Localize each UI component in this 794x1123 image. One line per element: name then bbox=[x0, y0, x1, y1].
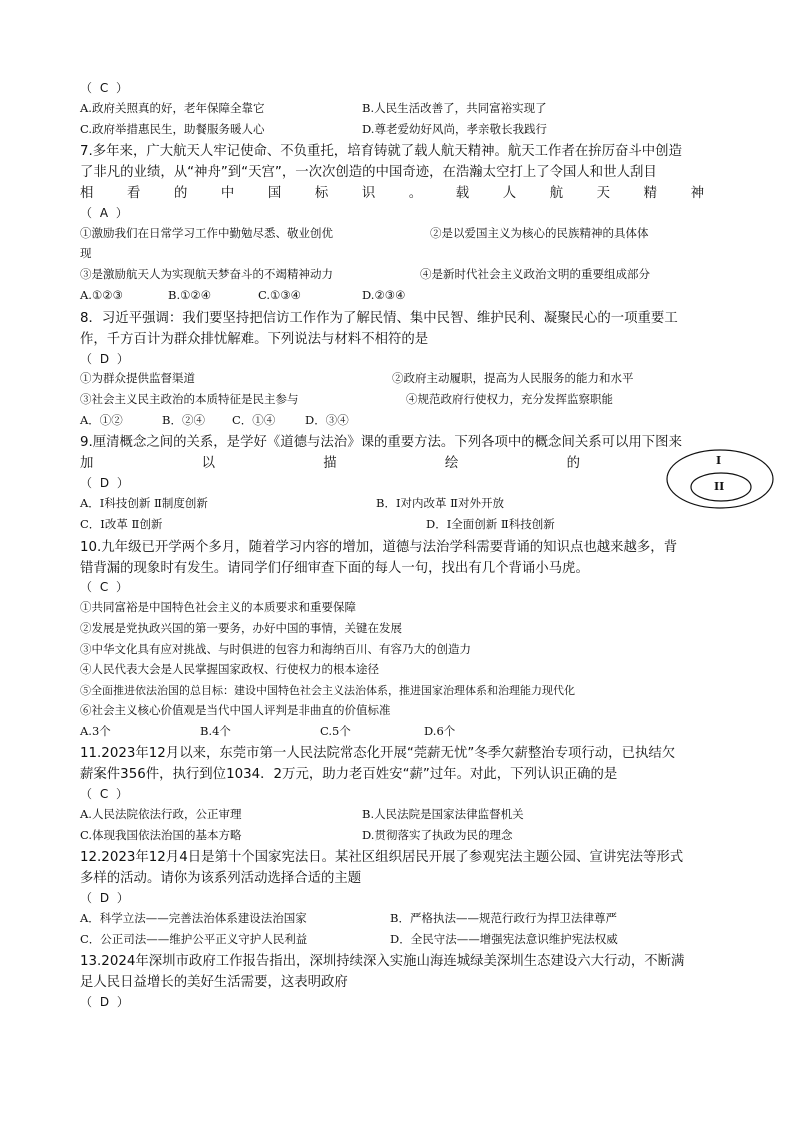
question-9-line-1: 9.厘清概念之间的关系，是学好《道德与法治》课的重要方法。下列各项中的概念间关系可以用下图来 bbox=[80, 435, 682, 450]
answer-q13: （ D ） bbox=[80, 995, 131, 1009]
option-b-q12: B．严格执法——规范行政行为捍卫法律尊严 bbox=[390, 911, 617, 925]
option-c-q7: C.①③④ bbox=[258, 288, 301, 302]
answer-q12: （ D ） bbox=[80, 891, 131, 905]
statement-2-q7: ②是以爱国主义为核心的民族精神的具体体 bbox=[430, 226, 649, 240]
word: 中 bbox=[220, 186, 235, 201]
word: 标 bbox=[314, 186, 329, 201]
word: 载 bbox=[455, 186, 470, 201]
statement-1-q7: ①激励我们在日常学习工作中勤勉尽悉、敬业创优 bbox=[80, 226, 333, 240]
inner-label: II bbox=[714, 480, 725, 493]
question-7-line-3 bbox=[80, 182, 704, 201]
option-c-q10: C.5个 bbox=[320, 724, 351, 738]
word: 天 bbox=[596, 186, 611, 201]
concept-diagram bbox=[665, 448, 775, 510]
statement-4-q8: ④规范政府行使权力，充分发挥监察职能 bbox=[406, 392, 613, 406]
option-d-q7: D.②③④ bbox=[362, 288, 406, 302]
question-9-line-2 bbox=[80, 452, 580, 471]
word: 以 bbox=[201, 456, 216, 471]
option-c-q11: C.体现我国依法治国的基本方略 bbox=[80, 828, 242, 842]
option-c-q12: C．公正司法——维护公平正义守护人民利益 bbox=[80, 932, 308, 946]
option-c-q9: C．Ⅰ改革 Ⅱ创新 bbox=[80, 517, 163, 531]
word: 的 bbox=[173, 186, 188, 201]
statement-4-q10: ④人民代表大会是人民掌握国家政权、行使权力的根本途径 bbox=[80, 662, 379, 676]
option-c-q6: C.政府举措惠民生，助餐服务暖人心 bbox=[80, 122, 265, 136]
question-8-line-2: 作，千方百计为群众排忧解难。下列说法与材料不相符的是 bbox=[80, 332, 429, 347]
option-d-q12: D．全民守法——增强宪法意识维护宪法权威 bbox=[390, 932, 618, 946]
option-d-q8: D．③④ bbox=[305, 413, 349, 427]
question-13-line-1: 13.2024年深圳市政府工作报告指出，深圳持续深入实施山海连城绿美深圳生态建设六大行动，不断满 bbox=[80, 954, 685, 969]
question-7-line-1: 7.多年来，广大航天人牢记使命、不负重托，培育铸就了载人航天精神。航天工作者在拚厉奋斗中创造 bbox=[80, 144, 682, 159]
option-d-q9: D．Ⅰ全面创新 Ⅱ科技创新 bbox=[426, 517, 555, 531]
answer-q8: （ D ） bbox=[80, 352, 131, 366]
statement-4-q7: ④是新时代社会主义政治文明的重要组成部分 bbox=[420, 267, 650, 281]
statement-3-q7: ③是激励航天人为实现航天梦奋斗的不竭精神动力 bbox=[80, 267, 333, 281]
question-10-line-2: 错背漏的现象时有发生。请同学们仔细审查下面的每人一句，找出有几个背诵小马虎。 bbox=[80, 561, 589, 576]
word: 绘 bbox=[444, 456, 459, 471]
word: 相 bbox=[80, 186, 94, 201]
answer-q7: （ A ） bbox=[80, 206, 130, 220]
option-b-q11: B.人民法院是国家法律监督机关 bbox=[362, 807, 524, 821]
statement-1-q10: ①共同富裕是中国特色社会主义的本质要求和重要保障 bbox=[80, 600, 356, 614]
statement-6-q10: ⑥社会主义核心价值观是当代中国人评判是非曲直的价值标准 bbox=[80, 703, 391, 717]
question-8-line-1: 8．习近平强调：我们要坚持把信访工作作为了解民情、集中民智、维护民利、凝聚民心的一项重要工 bbox=[80, 311, 678, 326]
option-b-q8: B．②④ bbox=[162, 413, 205, 427]
word: 描 bbox=[323, 456, 337, 471]
option-d-q11: D.贯彻落实了执政为民的理念 bbox=[362, 828, 513, 842]
answer-q6: （ C ） bbox=[80, 81, 131, 95]
word: 加 bbox=[80, 456, 94, 471]
statement-2-q7-cont: 现 bbox=[80, 246, 92, 260]
word: 识 bbox=[361, 186, 376, 201]
option-d-q6: D.尊老爱幼好风尚，孝亲敬长我践行 bbox=[362, 122, 547, 136]
option-b-q10: B.4个 bbox=[200, 724, 231, 738]
option-a-q12: A．科学立法——完善法治体系建设法治国家 bbox=[80, 911, 307, 925]
option-a-q10: A.3个 bbox=[80, 724, 111, 738]
word: 航 bbox=[549, 186, 564, 201]
word: 。 bbox=[408, 186, 423, 201]
statement-2-q10: ②发展是党执政兴国的第一要务，办好中国的事情，关键在发展 bbox=[80, 621, 402, 635]
word: 的 bbox=[566, 456, 580, 471]
option-a-q9: A．Ⅰ科技创新 Ⅱ制度创新 bbox=[80, 496, 208, 510]
option-c-q8: C．①④ bbox=[232, 413, 276, 427]
option-a-q8: A．①② bbox=[80, 413, 123, 427]
question-12-line-2: 多样的活动。请你为该系列活动选择合适的主题 bbox=[80, 871, 362, 886]
answer-q11: （ C ） bbox=[80, 787, 131, 801]
word: 精 bbox=[643, 186, 658, 201]
option-b-q6: B.人民生活改善了，共同富裕实现了 bbox=[362, 101, 547, 115]
option-d-q10: D.6个 bbox=[424, 724, 456, 738]
question-12-line-1: 12.2023年12月4日是第十个国家宪法日。某社区组织居民开展了参观宪法主题公园、宣讲宪法等形式 bbox=[80, 850, 684, 865]
statement-5-q10: ⑤全面推进依法治国的总目标：建设中国特色社会主义法治体系，推进国家治理体系和治理能力现代化 bbox=[80, 684, 575, 697]
word: 国 bbox=[267, 186, 282, 201]
option-a-q7: A.①②③ bbox=[80, 288, 123, 302]
answer-q9: （ D ） bbox=[80, 476, 131, 490]
statement-3-q8: ③社会主义民主政治的本质特征是民主参与 bbox=[80, 392, 299, 406]
word: 看 bbox=[126, 186, 141, 201]
outer-label: I bbox=[716, 454, 722, 467]
option-b-q7: B.①②④ bbox=[168, 288, 212, 302]
statement-2-q8: ②政府主动履职，提高为人民服务的能力和水平 bbox=[392, 371, 634, 385]
answer-q10: （ C ） bbox=[80, 580, 131, 594]
word: 人 bbox=[502, 186, 517, 201]
question-7-line-2: 了非凡的业绩，从“神舟”到“天宫”，一次次创造的中国奇迹，在浩瀚太空打上了令国人和世人刮目 bbox=[80, 165, 657, 180]
question-11-line-2: 薪案件356件，执行到位1034．2万元，助力老百姓安“薪”过年。对此，下列认识正确的是 bbox=[80, 767, 618, 782]
option-a-q6: A.政府关照真的好，老年保障全靠它 bbox=[80, 101, 265, 115]
statement-3-q10: ③中华文化具有应对挑战、与时俱进的包容力和海纳百川、有容乃大的创造力 bbox=[80, 642, 471, 656]
question-10-line-1: 10.九年级已开学两个多月，随着学习内容的增加，道德与法治学科需要背诵的知识点也越来越多，背 bbox=[80, 540, 678, 555]
word: 神 bbox=[690, 186, 704, 201]
option-a-q11: A.人民法院依法行政，公正审理 bbox=[80, 807, 242, 821]
question-13-line-2: 足人民日益增长的美好生活需要，这表明政府 bbox=[80, 975, 348, 990]
statement-1-q8: ①为群众提供监督渠道 bbox=[80, 371, 195, 385]
question-11-line-1: 11.2023年12月以来，东莞市第一人民法院常态化开展“莞薪无忧”冬季欠薪整治专项行动，已执结欠 bbox=[80, 746, 676, 761]
option-b-q9: B．Ⅰ对内改革 Ⅱ对外开放 bbox=[376, 496, 504, 510]
